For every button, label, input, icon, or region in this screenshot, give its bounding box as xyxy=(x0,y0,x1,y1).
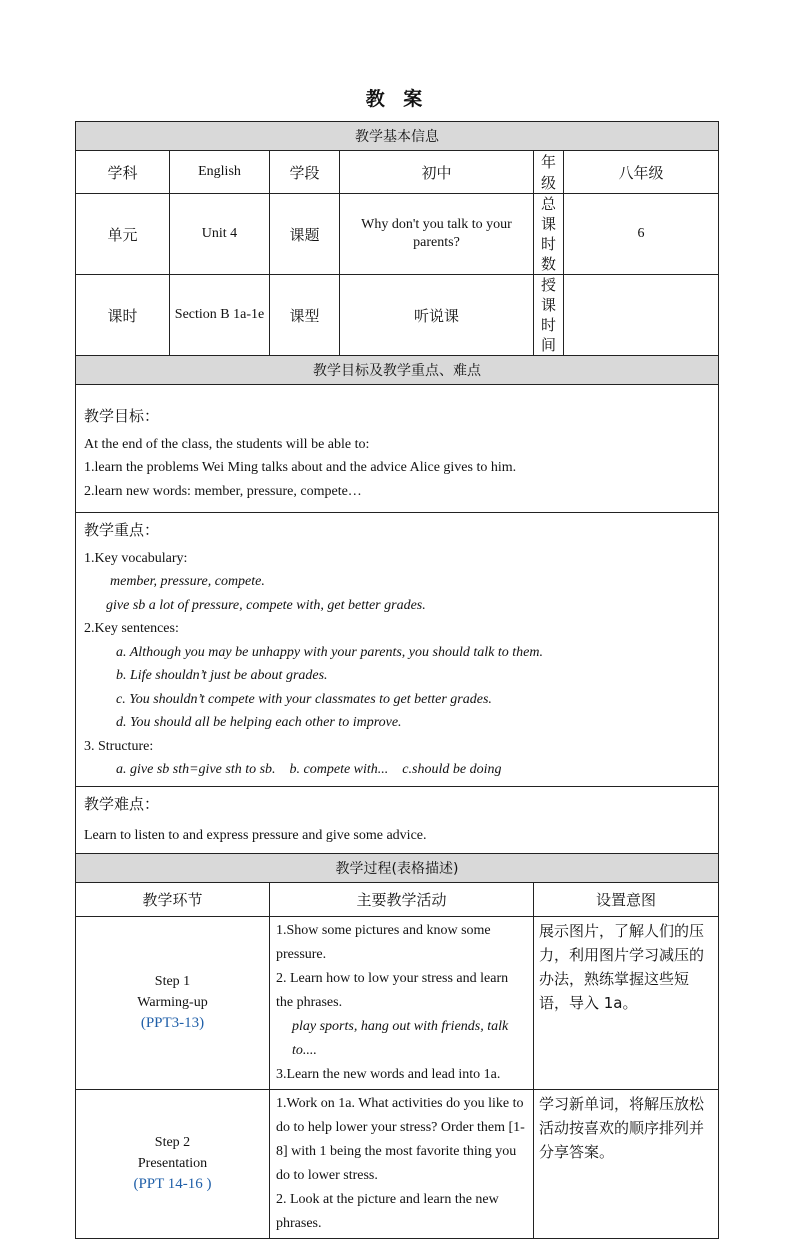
goal-line: 1.learn the problems Wei Ming talks about and the advice Alice gives to him. xyxy=(84,460,517,475)
unit-value: Unit 4 xyxy=(170,194,270,275)
col-header-intent: 设置意图 xyxy=(534,882,719,916)
sentence-line: a. Although you may be unhappy with your parents, you should talk to them. xyxy=(116,644,543,660)
activity-line: 2. Learn how to low your stress and learn the phrases. xyxy=(276,970,509,1010)
process-row xyxy=(76,1089,719,1238)
col-header-activities: 主要教学活动 xyxy=(270,882,534,916)
difficulty-heading: 教学难点： xyxy=(84,794,160,813)
goal-line: 2.learn new words: member, pressure, compete… xyxy=(84,483,362,499)
info-row xyxy=(76,275,719,356)
col-header-stage: 教学环节 xyxy=(76,882,270,916)
activity-line: 2. Look at the picture and learn the new phrases. xyxy=(276,1191,499,1231)
level-label: 学段 xyxy=(270,151,340,194)
total-hours-label: 总课时数 xyxy=(534,194,564,275)
goals-section xyxy=(76,385,719,513)
step-name: Step 2 xyxy=(154,1135,191,1150)
period-label: 课时 xyxy=(76,275,170,356)
structure-heading: 3. Structure: xyxy=(84,738,154,754)
grade-value: 八年级 xyxy=(564,151,719,194)
goal-line: At the end of the class, the students will be able to: xyxy=(84,436,370,452)
sentence-line: c. You shouldn’t compete with your classmates to get better grades. xyxy=(116,691,492,707)
structure-line: a. give sb sth=give sth to sb. b. compete with... c.should be doing xyxy=(116,762,502,777)
difficulty-section xyxy=(76,786,719,853)
topic-value: Why don't you talk to your parents? xyxy=(340,194,534,275)
activities-cell xyxy=(270,916,534,1089)
sentence-line: d. You should all be helping each other to improve. xyxy=(116,715,402,730)
process-header-row xyxy=(76,882,719,916)
vocab-line: give sb a lot of pressure, compete with, get better grades. xyxy=(106,597,426,613)
lesson-type-label: 课型 xyxy=(270,275,340,356)
step-cell xyxy=(76,1089,270,1238)
teaching-time-value xyxy=(564,275,719,356)
process-band: 教学过程(表格描述) xyxy=(76,853,719,882)
activity-line: play sports, hang out with friends, talk to.... xyxy=(292,1018,509,1058)
sentences-heading: 2.Key sentences: xyxy=(84,621,179,636)
info-row xyxy=(76,151,719,194)
topic-label: 课题 xyxy=(270,194,340,275)
subject-value: English xyxy=(170,151,270,194)
lesson-plan-table xyxy=(75,121,719,1239)
activity-line: 3.Learn the new words and lead into 1a. xyxy=(276,1066,501,1082)
total-hours-value: 6 xyxy=(564,194,719,275)
info-row xyxy=(76,194,719,275)
key-points-heading: 教学重点： xyxy=(84,521,160,539)
unit-label: 单元 xyxy=(76,194,170,275)
objectives-band: 教学目标及教学重点、难点 xyxy=(76,356,719,385)
period-value: Section B 1a-1e xyxy=(170,275,270,356)
process-row xyxy=(76,916,719,1089)
step-name: Step 1 xyxy=(154,974,191,989)
lesson-type-value: 听说课 xyxy=(340,275,534,356)
activity-line: 1.Show some pictures and know some pressure. xyxy=(276,922,491,962)
activity-line: 1.Work on 1a. What activities do you like to do to help lower your stress? Order them [1-8] with 1 being the most favorite thing you do to lower stress. xyxy=(276,1095,525,1183)
step-stage: Presentation xyxy=(137,1156,208,1171)
difficulty-line: Learn to listen to and express pressure and give some advice. xyxy=(84,828,427,843)
grade-label: 年级 xyxy=(534,151,564,194)
key-points-section xyxy=(76,513,719,787)
intent-cell: 展示图片，了解人们的压力，利用图片学习减压的办法，熟练掌握这些短语，导入 1a。 xyxy=(534,916,719,1089)
subject-label: 学科 xyxy=(76,151,170,194)
basic-info-band: 教学基本信息 xyxy=(76,122,719,151)
vocab-heading: 1.Key vocabulary: xyxy=(84,550,188,566)
teaching-time-label: 授课时间 xyxy=(534,275,564,356)
level-value: 初中 xyxy=(340,151,534,194)
step-ppt: (PPT3-13) xyxy=(140,1015,205,1031)
goals-heading: 教学目标： xyxy=(84,407,160,425)
intent-cell: 学习新单词，将解压放松活动按喜欢的顺序排列并分享答案。 xyxy=(534,1089,719,1238)
activities-cell xyxy=(270,1089,534,1238)
page-title: 教 案 xyxy=(365,88,429,110)
step-stage: Warming-up xyxy=(137,995,208,1010)
sentence-line: b. Life shouldn’t just be about grades. xyxy=(116,668,328,683)
vocab-line: member, pressure, compete. xyxy=(110,574,265,589)
step-ppt: (PPT 14-16 ) xyxy=(133,1176,212,1192)
step-cell xyxy=(76,916,270,1089)
